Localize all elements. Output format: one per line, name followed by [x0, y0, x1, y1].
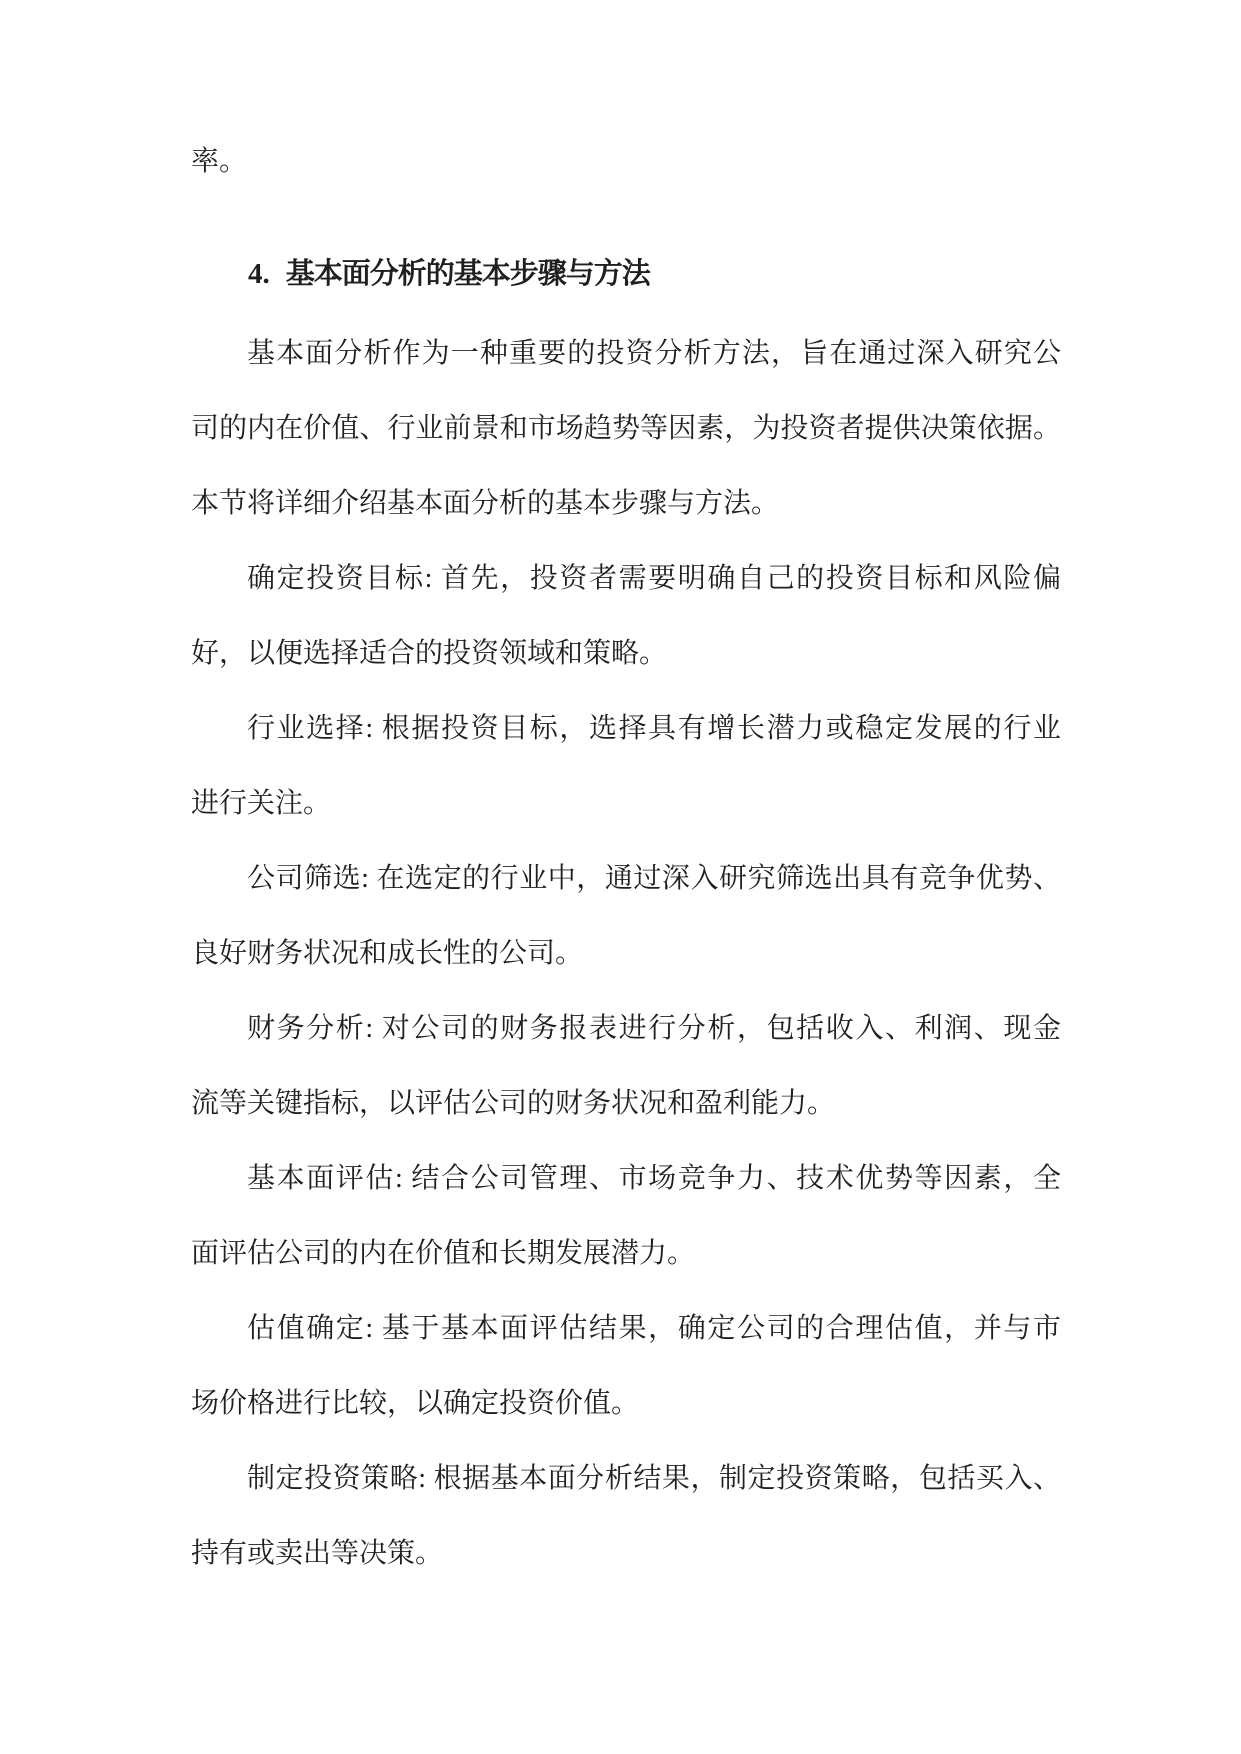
text-line: 估值确定: 基于基本面评估结果，确定公司的合理估值，并与市 [247, 1313, 1061, 1344]
text-line: 基本面分析作为一种重要的投资分析方法，旨在通过深入研究公 [247, 338, 1061, 369]
text-line: 好，以便选择适合的投资领域和策略。 [191, 638, 668, 669]
text-line: 本节将详细介绍基本面分析的基本步骤与方法。 [191, 488, 780, 519]
text-line: 良好财务状况和成长性的公司。 [191, 938, 584, 969]
text-line: 财务分析: 对公司的财务报表进行分析，包括收入、利润、现金 [247, 1013, 1061, 1044]
section-heading [248, 252, 650, 296]
text-line: 制定投资策略: 根据基本面分析结果，制定投资策略，包括买入、 [247, 1463, 1061, 1494]
text-line: 面评估公司的内在价值和长期发展潜力。 [191, 1238, 696, 1269]
text-line: 确定投资目标: 首先，投资者需要明确自己的投资目标和风险偏 [247, 563, 1061, 594]
text-line: 持有或卖出等决策。 [191, 1538, 444, 1569]
section-heading-number: 4. [248, 258, 270, 290]
text-line: 行业选择: 根据投资目标，选择具有增长潜力或稳定发展的行业 [247, 713, 1061, 744]
text-line: 流等关键指标，以评估公司的财务状况和盈利能力。 [191, 1088, 836, 1119]
text-line: 公司筛选: 在选定的行业中，通过深入研究筛选出具有竞争优势、 [247, 863, 1061, 894]
text-line: 基本面评估: 结合公司管理、市场竞争力、技术优势等因素，全 [247, 1163, 1061, 1194]
section-heading-title: 基本面分析的基本步骤与方法 [285, 258, 650, 290]
paragraph-overflow-line: 率。 [191, 146, 248, 177]
body-lines [191, 316, 1061, 1591]
text-line: 场价格进行比较，以确定投资价值。 [191, 1388, 640, 1419]
text-line: 进行关注。 [191, 788, 332, 819]
text-line: 司的内在价值、行业前景和市场趋势等因素，为投资者提供决策依据。 [191, 413, 1061, 444]
